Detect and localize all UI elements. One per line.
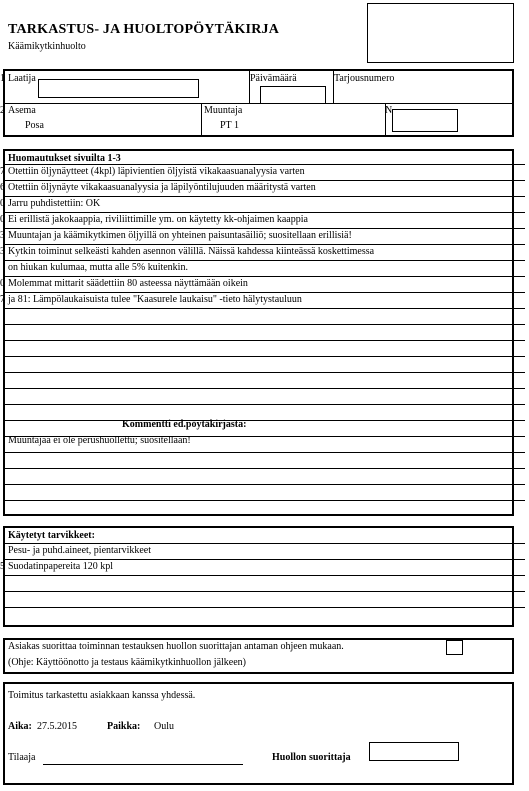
row-line xyxy=(4,468,525,469)
testing-checkbox[interactable] xyxy=(446,640,463,655)
row-line xyxy=(4,543,525,544)
muuntaja-label: Muuntaja xyxy=(204,105,243,116)
row-number: 3 xyxy=(0,246,5,257)
remark-line: ja 81: Lämpölaukaisuista tulee "Kaasurele laukaisu" -tieto hälytystauluun xyxy=(8,294,302,305)
row-line xyxy=(4,559,525,560)
tarjousnumero-label: Tarjousnumero xyxy=(334,73,395,84)
asema-value: Posa xyxy=(25,120,44,131)
row-line xyxy=(4,228,525,229)
row-number: 3 xyxy=(0,230,5,241)
aika-value: 27.5.2015 xyxy=(37,721,77,732)
asema-label: Asema xyxy=(8,105,36,116)
row-number: 0 xyxy=(0,214,5,225)
comment-heading: Kommentti ed.pöytäkirjasta: xyxy=(122,419,247,430)
remark-line: Jarru puhdistettiin: OK xyxy=(8,198,101,209)
row-line xyxy=(4,244,525,245)
row-line xyxy=(4,292,525,293)
n-label: N xyxy=(385,105,393,116)
huollon-suorittaja-label: Huollon suorittaja xyxy=(272,752,351,763)
row-line xyxy=(4,212,525,213)
row-line xyxy=(4,484,525,485)
supplies-heading: Käytetyt tarvikkeet: xyxy=(8,530,95,541)
aika-label: Aika: xyxy=(8,721,32,732)
row-number: 7 xyxy=(0,294,5,305)
testing-line-1: Asiakas suorittaa toiminnan testauksen huollon suorittajan antaman ohjeen mukaan. xyxy=(8,641,344,652)
remark-line: Otettiin öljynäytteet (4kpl) läpivientien öljyistä vikakaasuanalyysia varten xyxy=(8,166,305,177)
remark-line: Kytkin toiminut selkeästi kahden asennon välillä. Näissä kahdessa kiinteässä koskettimessa xyxy=(8,246,375,257)
row-number: 1 xyxy=(0,73,5,84)
row-number: 6 xyxy=(0,182,5,193)
signoff-line: Toimitus tarkastettu asiakkaan kanssa yhdessä. xyxy=(8,690,196,701)
tilaaja-signature-line[interactable] xyxy=(43,764,243,765)
remark-line: on hiukan kulumaa, mutta alle 5% kuitenkin. xyxy=(8,262,188,273)
remarks-heading: Huomautukset sivuilta 1-3 xyxy=(8,153,121,164)
row-number: 0 xyxy=(0,198,5,209)
row-line xyxy=(4,420,525,421)
supply-line: Suodatinpapereita 120 kpl xyxy=(8,561,113,572)
row-line xyxy=(4,180,525,181)
row-line xyxy=(4,276,525,277)
row-line xyxy=(4,452,525,453)
row-number: 5 xyxy=(0,561,5,572)
row-line xyxy=(4,388,525,389)
paivamaara-field[interactable] xyxy=(260,86,326,104)
paivamaara-label: Päivämäärä xyxy=(250,73,297,84)
muuntaja-value: PT 1 xyxy=(220,120,239,131)
document-subtitle: Käämikytkinhuolto xyxy=(8,41,86,52)
testing-line-2: (Ohje: Käyttöönotto ja testaus käämikytkinhuollon jälkeen) xyxy=(8,657,247,668)
row-line xyxy=(4,324,525,325)
remark-line: Molemmat mittarit säädettiin 80 asteessa näyttämään oikein xyxy=(8,278,248,289)
row-line xyxy=(4,500,525,501)
supplies-section xyxy=(3,526,514,627)
row-line xyxy=(4,260,525,261)
remark-line: Otettiin öljynäyte vikakaasuanalyysia ja läpilyöntilujuuden määritystä varten xyxy=(8,182,316,193)
row-line xyxy=(4,196,525,197)
huollon-suorittaja-field[interactable] xyxy=(369,742,459,761)
comment-text: Muuntajaa ei ole perushuollettu; suositellaan! xyxy=(8,435,191,446)
laatija-field[interactable] xyxy=(38,79,199,98)
row-line xyxy=(4,575,525,576)
n-field[interactable] xyxy=(392,109,458,132)
paikka-label: Paikka: xyxy=(107,721,141,732)
row-number: 0 xyxy=(0,278,5,289)
row-number: 2 xyxy=(0,105,5,116)
row-line xyxy=(4,372,525,373)
row-line xyxy=(4,356,525,357)
document-title: TARKASTUS- JA HUOLTOPÖYTÄKIRJA xyxy=(8,22,280,37)
laatija-label: Laatija xyxy=(8,73,36,84)
row-number: 7 xyxy=(0,166,5,177)
remark-line: Ei erillistä jakokaappia, riviliittimille ym. on käytetty kk-ohjaimen kaappia xyxy=(8,214,308,225)
row-line xyxy=(4,308,525,309)
supply-line: Pesu- ja puhd.aineet, pientarvikkeet xyxy=(8,545,152,556)
row-line xyxy=(4,340,525,341)
tilaaja-label: Tilaaja xyxy=(8,752,36,763)
row-line xyxy=(4,164,525,165)
row-line xyxy=(4,404,525,405)
remark-line: Muuntajan ja käämikytkimen öljyillä on yhteinen paisuntasäiliö; suositellaan erillisiä! xyxy=(8,230,352,241)
redacted-box-header xyxy=(367,3,514,63)
row-line xyxy=(4,607,525,608)
paikka-value: Oulu xyxy=(154,721,174,732)
row-line xyxy=(4,591,525,592)
